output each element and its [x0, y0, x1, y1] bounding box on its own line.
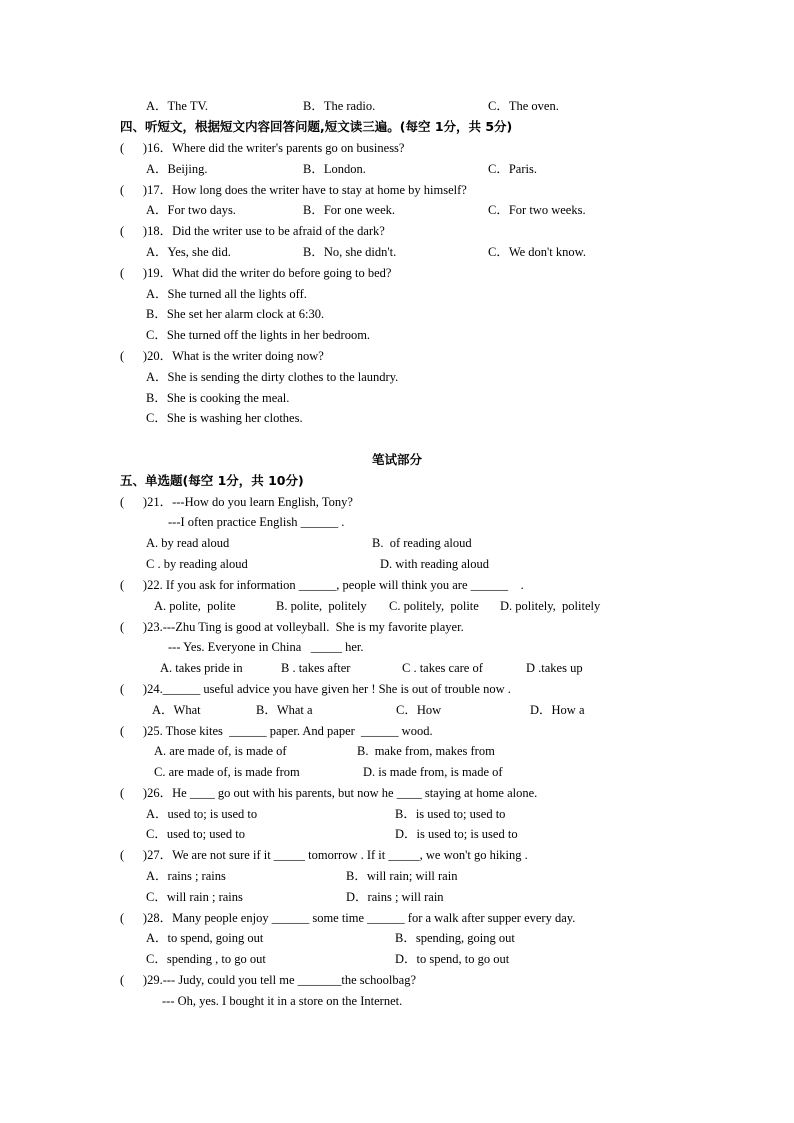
exam-line — [0, 785, 794, 801]
exam-line — [0, 286, 794, 302]
heading-text: 笔试部分 — [371, 452, 422, 467]
section-heading-centered — [0, 452, 794, 468]
answer-option: B．What a — [256, 703, 313, 717]
question-text: B．She is cooking the meal. — [146, 391, 290, 405]
exam-line — [0, 847, 794, 863]
exam-line — [0, 535, 794, 551]
answer-option: C. are made of, is made from — [154, 765, 300, 779]
question-text: ---I often practice English ______ . — [168, 515, 345, 529]
answer-option: C . takes care of — [402, 661, 483, 675]
answer-option: A．What — [152, 703, 201, 717]
exam-line — [0, 410, 794, 426]
answer-option: D．rains ; will rain — [346, 890, 444, 904]
exam-line — [0, 327, 794, 343]
exam-line — [0, 826, 794, 842]
answer-option: C．We don't know. — [488, 245, 586, 259]
exam-line — [0, 743, 794, 759]
exam-line — [0, 681, 794, 697]
answer-option: C．will rain ; rains — [146, 890, 243, 904]
answer-option: B．spending, going out — [395, 931, 515, 945]
exam-line — [0, 910, 794, 926]
answer-option: D．How a — [530, 703, 585, 717]
exam-line — [0, 806, 794, 822]
section-heading — [0, 473, 794, 489]
answer-option: A. are made of, is made of — [154, 744, 287, 758]
exam-line — [0, 556, 794, 572]
question-text: ( )18．Did the writer use to be afraid of the dark? — [120, 224, 385, 238]
exam-line — [0, 202, 794, 218]
exam-line — [0, 244, 794, 260]
answer-option: B. polite, politely — [276, 599, 367, 613]
exam-line — [0, 889, 794, 905]
heading-text: 五、单选题(每空 1分，共 10分) — [120, 473, 304, 488]
answer-option: B．For one week. — [303, 203, 395, 217]
answer-option: A. by read aloud — [146, 536, 230, 550]
answer-option: A．For two days. — [146, 203, 236, 217]
question-text: B．She set her alarm clock at 6:30. — [146, 307, 325, 321]
exam-line — [0, 723, 794, 739]
answer-option: C．spending , to go out — [146, 952, 266, 966]
answer-option: A．rains ; rains — [146, 869, 226, 883]
exam-line — [0, 98, 794, 114]
question-text: ( )21．---How do you learn English, Tony? — [120, 495, 353, 509]
exam-line — [0, 494, 794, 510]
answer-option: A. polite, polite — [154, 599, 236, 613]
exam-line — [0, 182, 794, 198]
exam-line — [0, 972, 794, 988]
question-text: ( )24.______ useful advice you have given her ! She is out of trouble now . — [120, 682, 511, 696]
question-text: A．She turned all the lights off. — [146, 287, 307, 301]
question-text: --- Yes. Everyone in China _____ her. — [168, 640, 364, 654]
answer-option: B．The radio. — [303, 99, 376, 113]
question-text: A．She is sending the dirty clothes to the laundry. — [146, 370, 399, 384]
answer-option: D．is used to; is used to — [395, 827, 518, 841]
answer-option: D．to spend, to go out — [395, 952, 510, 966]
exam-line — [0, 369, 794, 385]
question-text: C．She turned off the lights in her bedroom. — [146, 328, 371, 342]
question-text: --- Oh, yes. I bought it in a store on the Internet. — [162, 994, 403, 1008]
exam-line — [0, 598, 794, 614]
answer-option: A．used to; is used to — [146, 807, 258, 821]
answer-option: A．Beijing. — [146, 162, 208, 176]
answer-option: C．used to; used to — [146, 827, 245, 841]
answer-option: B . takes after — [281, 661, 351, 675]
answer-option: B. of reading aloud — [372, 536, 472, 550]
answer-option: A．Yes, she did. — [146, 245, 231, 259]
exam-line — [0, 306, 794, 322]
answer-option: B．will rain; will rain — [346, 869, 458, 883]
question-text: ( )22. If you ask for information ______, people will think you are ______ . — [120, 578, 524, 592]
answer-option: D. is made from, is made of — [363, 765, 503, 779]
heading-text: 四、听短文，根据短文内容回答问题,短文读三遍。(每空 1分，共 5分) — [120, 119, 513, 134]
answer-option: B. make from, makes from — [357, 744, 495, 758]
exam-line — [0, 514, 794, 530]
exam-line — [0, 868, 794, 884]
exam-line — [0, 223, 794, 239]
question-text: ( )17．How long does the writer have to stay at home by himself? — [120, 183, 467, 197]
exam-line — [0, 619, 794, 635]
answer-option: C．How — [396, 703, 442, 717]
answer-option: D .takes up — [526, 661, 583, 675]
exam-line — [0, 702, 794, 718]
answer-option: B．London. — [303, 162, 366, 176]
exam-line — [0, 993, 794, 1009]
question-text: ( )19．What did the writer do before going to bed? — [120, 266, 392, 280]
answer-option: C. politely, polite — [389, 599, 479, 613]
exam-line — [0, 639, 794, 655]
exam-line — [0, 348, 794, 364]
exam-line — [0, 390, 794, 406]
answer-option: A．to spend, going out — [146, 931, 264, 945]
answer-option: A. takes pride in — [160, 661, 243, 675]
exam-line — [0, 660, 794, 676]
answer-option: D. with reading aloud — [380, 557, 490, 571]
question-text: ( )26．He ____ go out with his parents, but now he ____ staying at home alone. — [120, 786, 538, 800]
answer-option: B．is used to; used to — [395, 807, 506, 821]
answer-option: B．No, she didn't. — [303, 245, 397, 259]
exam-line — [0, 265, 794, 281]
question-text: ( )25. Those kites ______ paper. And paper ______ wood. — [120, 724, 433, 738]
answer-option: C．Paris. — [488, 162, 537, 176]
question-text: ( )23.---Zhu Ting is good at volleyball. She is my favorite player. — [120, 620, 464, 634]
exam-line — [0, 140, 794, 156]
section-heading — [0, 119, 794, 135]
answer-option: C．For two weeks. — [488, 203, 586, 217]
answer-option: C . by reading aloud — [146, 557, 248, 571]
exam-line — [0, 951, 794, 967]
exam-line — [0, 764, 794, 780]
answer-option: A．The TV. — [146, 99, 209, 113]
exam-line — [0, 161, 794, 177]
question-text: ( )20．What is the writer doing now? — [120, 349, 324, 363]
question-text: ( )16．Where did the writer's parents go on business? — [120, 141, 405, 155]
exam-line — [0, 577, 794, 593]
question-text: C．She is washing her clothes. — [146, 411, 303, 425]
answer-option: D. politely, politely — [500, 599, 601, 613]
question-text: ( )29.--- Judy, could you tell me _______the schoolbag? — [120, 973, 417, 987]
question-text: ( )28．Many people enjoy ______ some time ______ for a walk after supper every day. — [120, 911, 576, 925]
exam-line — [0, 930, 794, 946]
question-text: ( )27．We are not sure if it _____ tomorrow . If it _____, we won't go hiking . — [120, 848, 528, 862]
answer-option: C．The oven. — [488, 99, 559, 113]
